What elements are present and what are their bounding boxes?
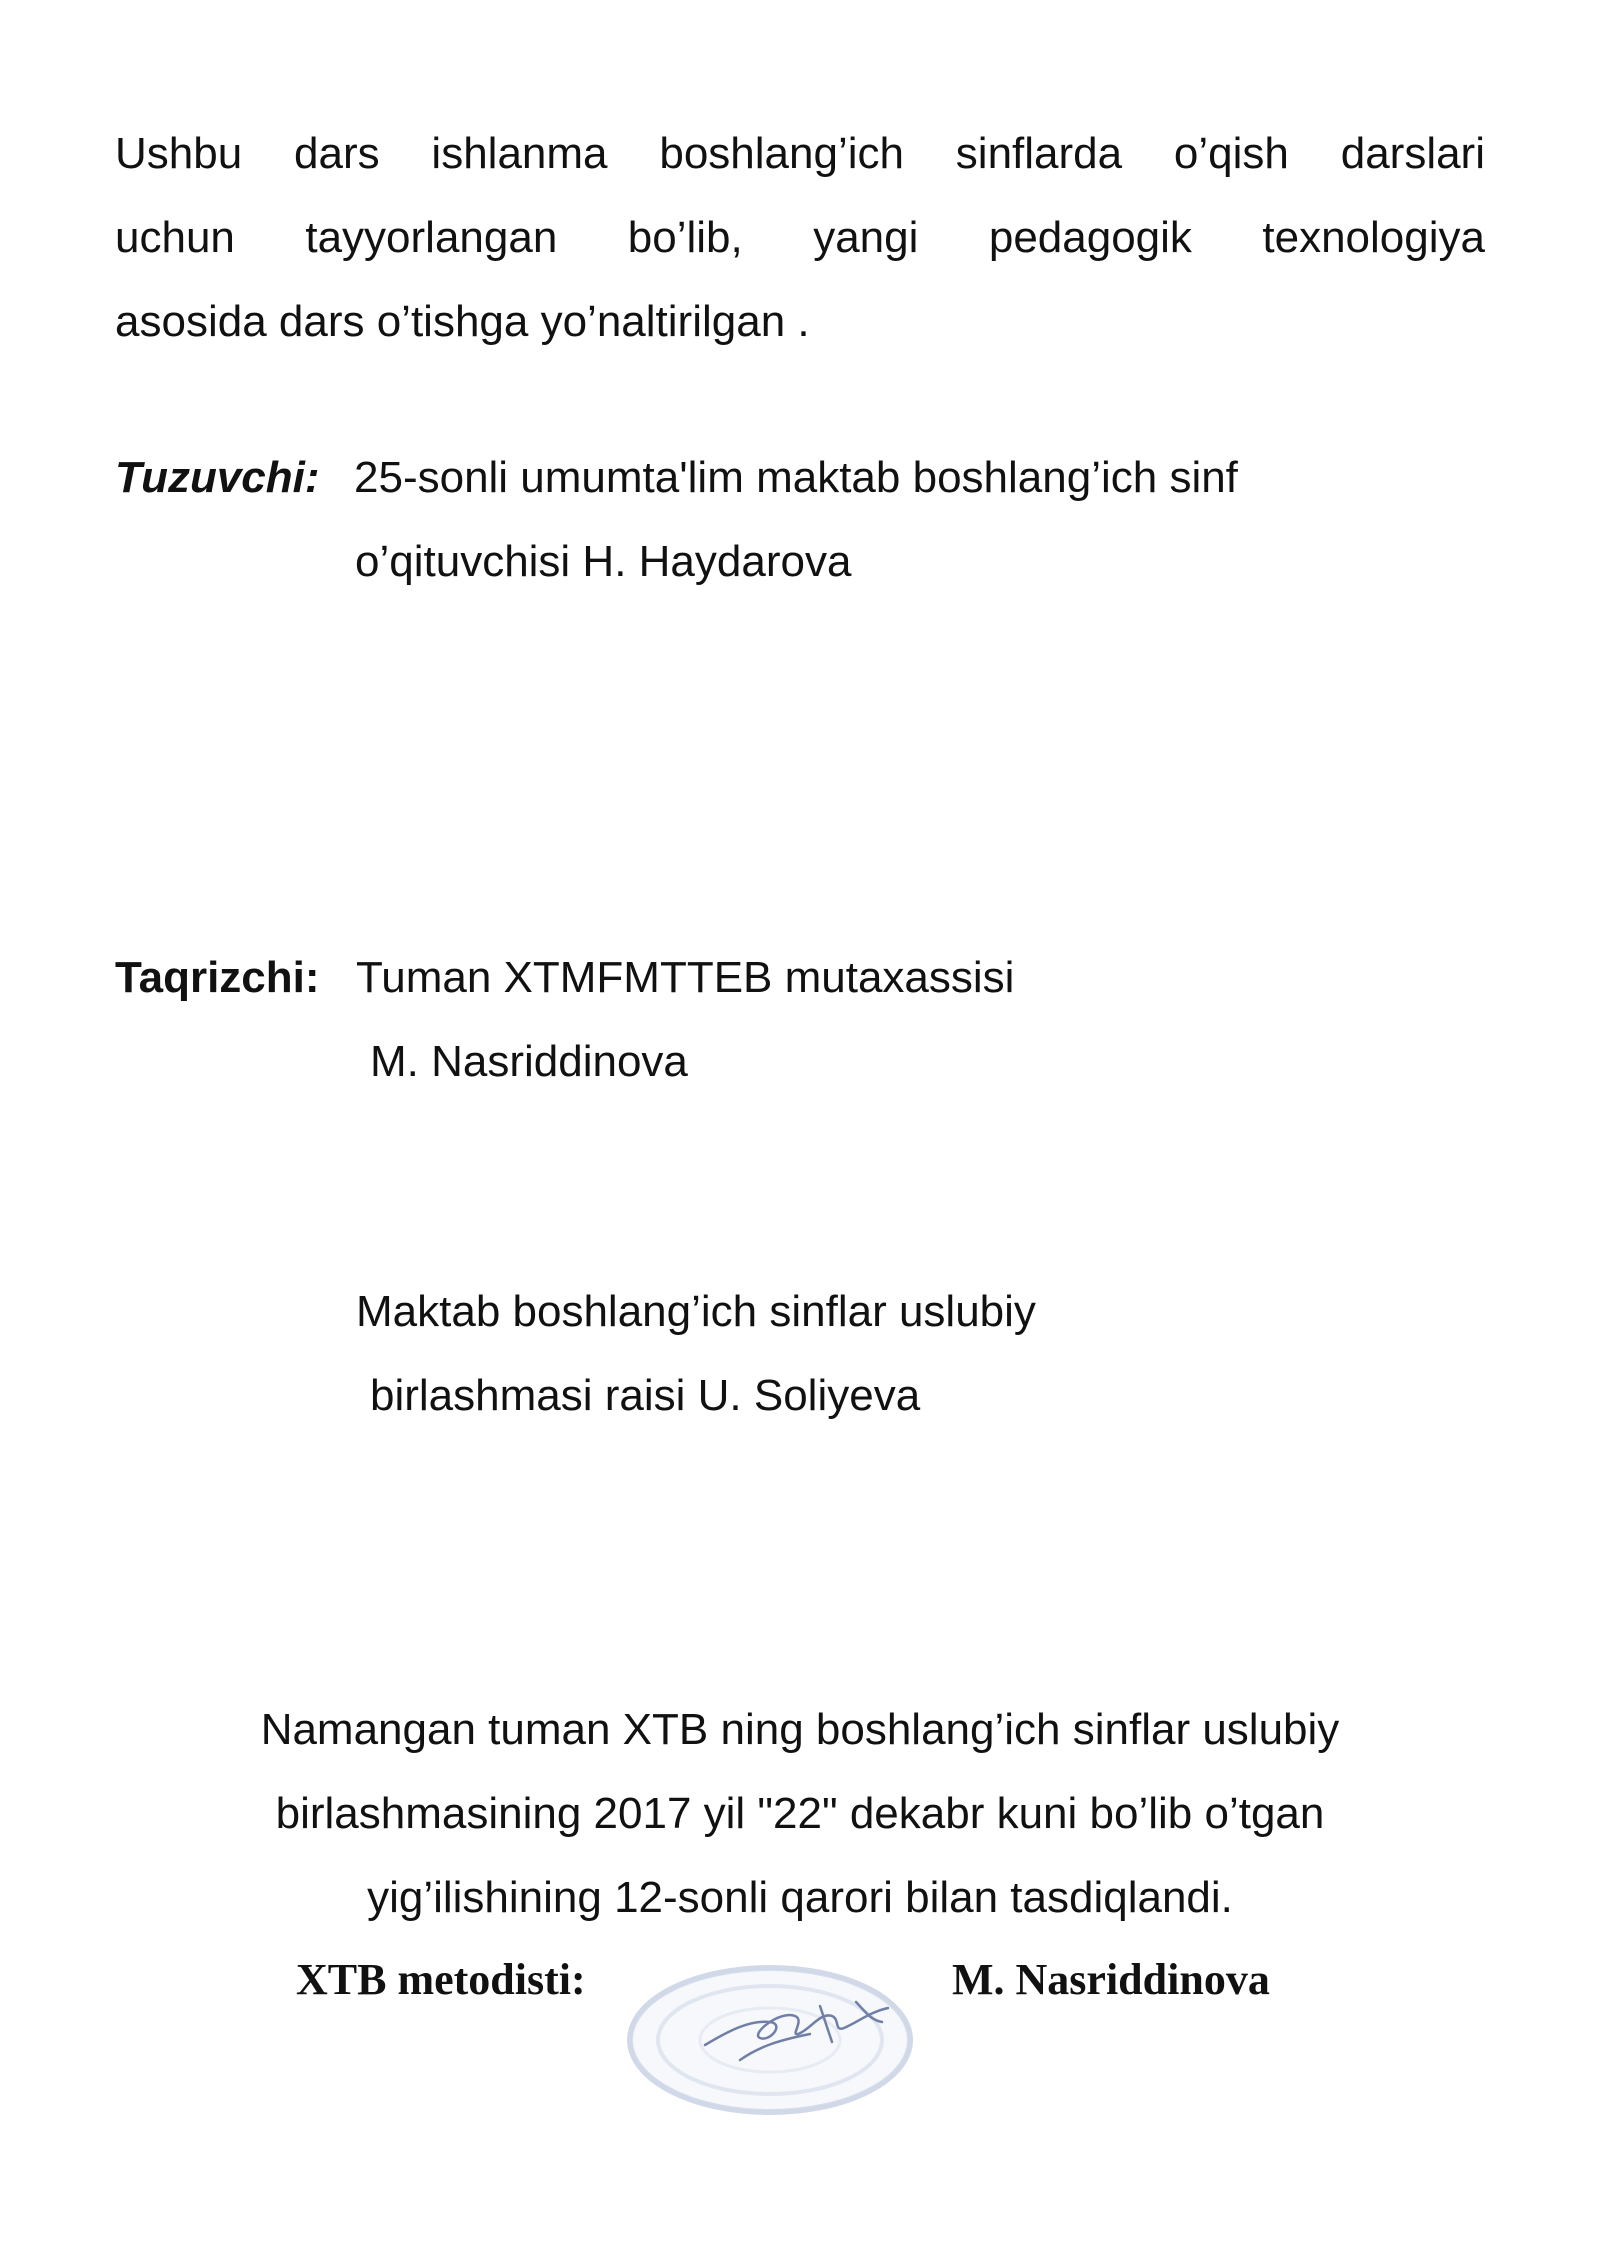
chair-line-2: birlashmasi raisi U. Soliyeva [370,1371,921,1420]
chair-line-1: Maktab boshlang’ich sinflar uslubiy [356,1287,1036,1336]
reviewer-label-row [115,936,320,1020]
seal-stamp-image [620,1950,940,2120]
reviewer-line-2: M. Nasriddinova [370,1037,688,1086]
compiler-label: Tuzuvchi: [115,453,320,502]
approval-line-2: birlashmasining 2017 yil "22" dekabr kuni bo’lib o’tgan [275,1789,1325,1838]
compiler-line-1: 25-sonli umumta'lim maktab boshlang’ich sinf [354,453,1238,502]
approval-paragraph [0,1688,1600,1940]
intro-line-1: Ushbu dars ishlanma boshlang’ich sinflarda o’qish darslari [115,129,1485,178]
reviewer-label: Taqrizchi: [115,953,320,1002]
approval-line-1: Namangan tuman XTB ning boshlang’ich sinflar uslubiy [260,1705,1340,1754]
intro-line-2: uchun tayyorlangan bo’lib, yangi pedagogik texnologiya [115,213,1485,262]
compiler-line-2: o’qituvchisi H. Haydarova [355,537,852,586]
intro-paragraph [115,112,1485,364]
signature-role: XTB metodisti: [296,1955,586,2004]
intro-line-3: asosida dars o’tishga yo’naltirilgan . [115,297,810,346]
reviewer-line-1: Tuman XTMFMTTEB mutaxassisi [356,953,1015,1002]
approval-line-3: yig’ilishining 12-sonli qarori bilan tasdiqlandi. [367,1873,1233,1922]
compiler-label-row [115,436,320,520]
signature-name: M. Nasriddinova [952,1955,1270,2004]
